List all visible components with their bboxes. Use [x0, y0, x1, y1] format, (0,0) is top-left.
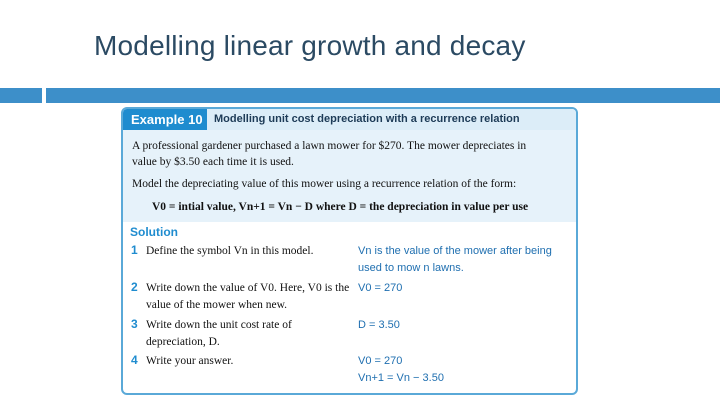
- step-number: 3: [131, 317, 138, 331]
- step-answer: V0 = 270: [358, 355, 403, 367]
- problem-line: A professional gardener purchased a lawn mower for $270. The mower depreciates in: [132, 140, 527, 152]
- title-rule-left: [0, 88, 42, 103]
- step-answer-recurrence: Vn+1 = Vn − 3.50: [358, 372, 444, 384]
- solution-heading: Solution: [130, 225, 178, 239]
- step-text: Write down the value of V0. Here, V0 is the value of the mower when new.: [146, 282, 350, 311]
- step-number: 4: [131, 353, 138, 367]
- step-answer: Vn is the value of the mower after being used to mow n lawns.: [358, 245, 552, 274]
- step-number: 2: [131, 280, 138, 294]
- title-rule-right: [46, 88, 720, 103]
- problem-line: Model the depreciating value of this mower using a recurrence relation of the form:: [132, 178, 517, 190]
- step-text: Define the symbol Vn in this model.: [146, 245, 314, 257]
- step-text: Write your answer.: [146, 355, 234, 367]
- example-card: [121, 107, 578, 395]
- example-title: Modelling unit cost depreciation with a recurrence relation: [214, 113, 520, 125]
- step-number: 1: [131, 243, 138, 257]
- slide-title: Modelling linear growth and decay: [94, 30, 526, 61]
- example-label: Example 10: [123, 109, 207, 130]
- step-answer: V0 = 270: [358, 282, 403, 294]
- example-header: [123, 109, 576, 130]
- recurrence-form: V0 = intial value, Vn+1 = Vn − D where D = the depreciation in value per use: [152, 201, 529, 213]
- step-text: Write down the unit cost rate of depreciation, D.: [146, 319, 292, 348]
- step-answer: D = 3.50: [358, 319, 400, 331]
- problem-line: value by $3.50 each time it is used.: [132, 156, 294, 168]
- problem-box: [123, 130, 576, 222]
